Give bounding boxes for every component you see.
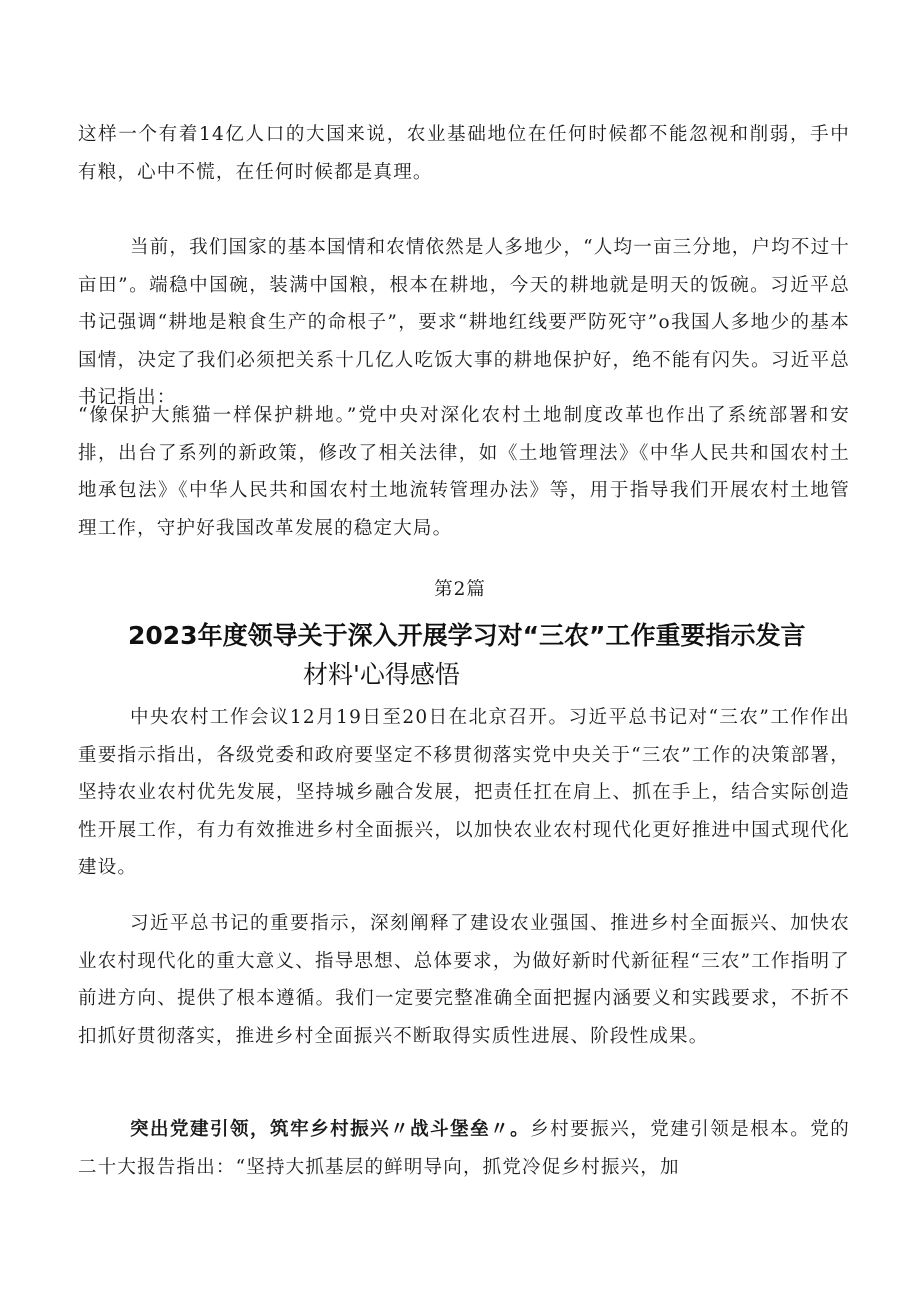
paragraph-6-lead: 突出党建引领，筑牢乡村振兴〃战斗堡垒〃。 bbox=[130, 1119, 531, 1140]
paragraph-6-body: 乡村要振兴，党建引领是根本。党的二十大报告指出：“坚持大抓基层的鲜明导向，抓党冷促乡村振兴，加 bbox=[78, 1119, 850, 1178]
paragraph-1: 这样一个有着14亿人口的大国来说，农业基础地位在任何时候都不能忽视和削弱，手中有粮，心中不慌，在任何时候都是真理。 bbox=[78, 124, 850, 183]
paragraph-3: “像保护大熊猫一样保护耕地。”党中央对深化农村土地制度改革也作出了系统部署和安排，出台了系列的新政策，修改了相关法律，如《土地管理法》《中华人民共和国农村土地承包法》《中华人民共和国农村土地流转管理办法》等，用于指导我们开展农村土地管理工作，守护好我国改革发展的稳定大局。 bbox=[78, 405, 850, 539]
paragraph-6 bbox=[78, 1111, 850, 1186]
paragraph-5: 习近平总书记的重要指示，深刻阐释了建设农业强国、推进乡村全面振兴、加快农业农村现代化的重大意义、指导思想、总体要求，为做好新时代新征程“三农”工作指明了前进方向、提供了根本遵循。我们一定要完整准确全面把握内涵要义和实践要求，不折不扣抓好贯彻落实，推进乡村全面振兴不断取得实质性进展、阶段性成果。 bbox=[78, 913, 850, 1047]
document-title: 2023年度领导关于深入开展学习对“三农”工作重要指示发言 bbox=[128, 621, 806, 650]
paragraph-2: 当前，我们国家的基本国情和农情依然是人多地少，“人均一亩三分地，户均不过十亩田”。端稳中国碗，装满中国粮，根本在耕地，今天的耕地就是明天的饭碗。习近平总书记强调“耕地是粮食生产的命根子”，要求“耕地红线要严防死守”o我国人多地少的基本国情，决定了我们必须把关系十几亿人吃饭大事的耕地保护好，绝不能有闪失。习近平总书记指出： bbox=[78, 237, 850, 409]
document-title-line-2: 材料'心得感悟 bbox=[303, 660, 460, 689]
section-number: 第2篇 bbox=[434, 579, 486, 600]
paragraph-4: 中央农村工作会议12月19日至20日在北京召开。习近平总书记对“三农”工作作出重要指示指出，各级党委和政府要坚定不移贯彻落实党中央关于“三农”工作的决策部署，坚持农业农村优先发展，坚持城乡融合发展，把责任扛在肩上、抓在手上，结合实际创造性开展工作，有力有效推进乡村全面振兴，以加快农业农村现代化更好推进中国式现代化建设。 bbox=[78, 707, 850, 879]
